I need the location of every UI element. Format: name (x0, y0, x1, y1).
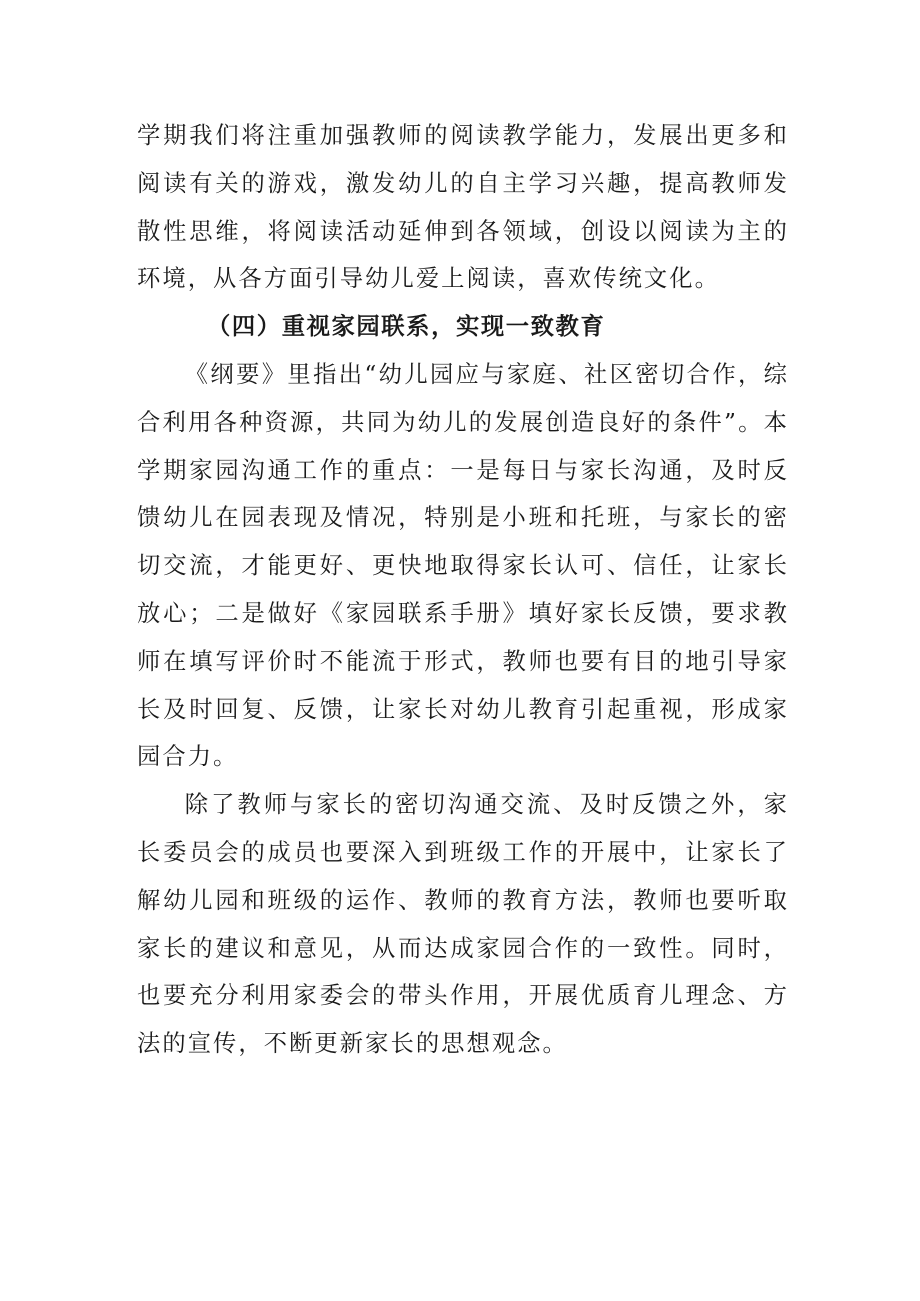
section-heading-home-school: （四）重视家园联系，实现一致教育 (207, 313, 606, 341)
paragraph-reading-continued: 学期我们将注重加强教师的阅读教学能力，发展出更多和阅读有关的游戏，激发幼儿的自主学习兴趣，提高教师发散性思维，将阅读活动延伸到各领域，创设以阅读为主的环境，从各方面引导幼儿爱上阅读，喜欢传统文化。 (137, 122, 789, 293)
paragraph-parent-committee: 除了教师与家长的密切沟通交流、及时反馈之外，家长委员会的成员也要深入到班级工作的开展中，让家长了解幼儿园和班级的运作、教师的教育方法，教师也要听取家长的建议和意见，从而达成家园合作的一致性。同时，也要充分利用家委会的带头作用，开展优质育儿理念、方法的宣传，不断更新家长的思想观念。 (137, 791, 789, 1058)
document-body (137, 112, 789, 1068)
paragraph-outline-quote: 《纲要》里指出“幼儿园应与家庭、社区密切合作，综合利用各种资源，共同为幼儿的发展创造良好的条件”。本学期家园沟通工作的重点：一是每日与家长沟通，及时反馈幼儿在园表现及情况，特别是小班和托班，与家长的密切交流，才能更好、更快地取得家长认可、信任，让家长放心；二是做好《家园联系手册》填好家长反馈，要求教师在填写评价时不能流于形式，教师也要有目的地引导家长及时回复、反馈，让家长对幼儿教育引起重视，形成家园合力。 (137, 360, 789, 771)
